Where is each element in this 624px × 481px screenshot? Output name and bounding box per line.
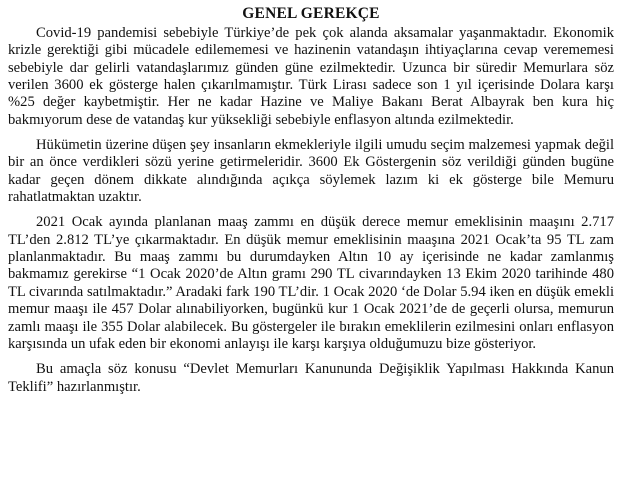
paragraph-covid-economy: Covid-19 pandemisi sebebiyle Türkiye’de pek çok alanda aksamalar yaşanmaktadır. Ekonomik krizle gerektiği gibi mücadele edilememesi ve hazinenin vatandaşın ihtiyaçlarına cevap verememesi sebebiyle dar gelirli vatandaşlarımız günden güne ezilmektedir. Uzunca bir süredir Memurlara söz verilen 3600 ek gösterge halen çıkarılmamıştır. Türk Lirası sadece son 1 yıl içerisinde Dolara karşı %25 değer kaybetmiştir. Her ne kadar Hazine ve Maliye Bakanı Berat Albayrak ben kura hiç bakmıyorum dese de vatandaş kur yüksekliği sebebiyle enflasyon altında ezilmektedir. xyxy=(8,25,614,128)
document-page xyxy=(8,4,614,396)
document-title: GENEL GEREKÇE xyxy=(242,5,380,22)
paragraph-salary-increase: 2021 Ocak ayında planlanan maaş zammı en düşük derece memur emeklisinin maaşını 2.717 TL’den 2.812 TL’ye çıkarmaktadır. En düşük memur emeklisinin maaşına 2021 Ocak’ta 95 TL zam planlanmaktadır. Bu maaş zammı bu durumdayken Altın 10 ay içerisinde ne kadar zamlanmış bakmamız gerekirse “1 Ocak 2020’de Altın gramı 290 TL civarındayken 13 Ekim 2020 tarihinde 480 TL civarında satılmaktadır.” Aradaki fark 190 TL’dir. 1 Ocak 2020 ‘de Dolar 5.94 iken en düşük emekli memur maaşı ile 457 Dolar alınabiliyorken, bugünkü kur 1 Ocak 2021’de de geçerli olursa, memurun zamlı maaşı ile 355 Dolar alabilecek. Bu göstergeler ile bırakın emeklilerin ezilmesini onları enflasyon karşısında un ufak eden bir ekonomi anlayışı ile karşı karşıya olduğumuzu bize gösteriyor. xyxy=(8,214,614,352)
paragraph-government-promise: Hükümetin üzerine düşen şey insanların ekmekleriyle ilgili umudu seçim malzemesi yapmak değil bir an önce verdikleri sözü yerine getirmeleridir. 3600 Ek Göstergenin söz verildiği günden bugüne kadar geçen dönem dikkate alındığında açıkça söylemek lazım ki ek gösterge bile Memuru rahatlatmaktan uzaktır. xyxy=(8,137,614,206)
paragraph-law-proposal: Bu amaçla söz konusu “Devlet Memurları Kanununda Değişiklik Yapılması Hakkında Kanun Teklifi” hazırlanmıştır. xyxy=(8,361,614,395)
